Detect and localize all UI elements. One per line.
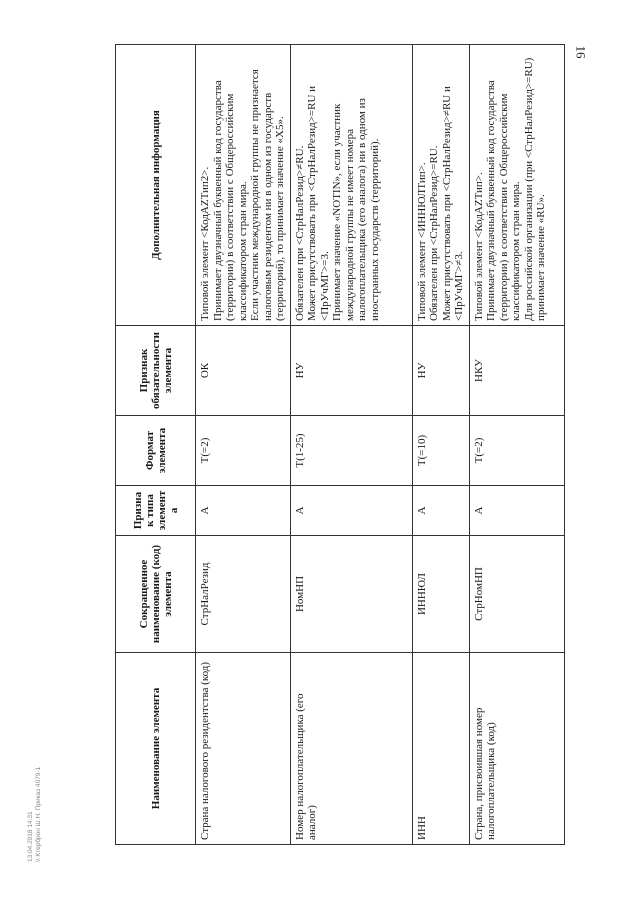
page-number: 16 [573,45,589,59]
header-name: Наименование элемента [116,653,196,845]
cell-code: ИННЮЛ [412,536,469,653]
cell-type: А [469,486,564,536]
cell-type: А [290,486,412,536]
info-line: Обязателен при <СтрНалРезид>≠RU. [293,145,306,321]
table-row [469,45,564,845]
cell-type: А [412,486,469,536]
cell-code: НомНП [290,536,412,653]
info-line: Может присутствовать при <СтрНалРезид>=RU и <ПрУчМГ>=3. [306,85,331,321]
header-type: Признак типа элемента [116,486,196,536]
info-line: Принимает двузначный буквенный код государства (территории) в соответствии с Общероссийским классификатором стран мира. [485,80,522,321]
cell-required: НУ [290,326,412,416]
info-line: Типовой элемент <ИННЮЛТип>. [415,162,428,321]
info-line: Обязателен при <СтрНалРезид>=RU. [428,145,440,321]
cell-name: Страна налогового резидентства (код) [196,653,291,845]
elements-table [115,44,565,845]
cell-required: ОК [196,326,291,416]
info-line: Типовой элемент <КодАZТип>. [472,172,485,321]
table-header-row [116,45,196,845]
header-required: Признак обязательности элемента [116,326,196,416]
footer-line-date: 13.04.2018 14:31 [27,811,34,862]
cell-info [290,45,412,326]
info-line: Если участник международной группы не признается налоговым резидентом ни в одном из государств (территорий), то принимает значение «X5». [249,69,286,321]
cell-info [469,45,564,326]
header-format: Формат элемента [116,416,196,486]
cell-info [196,45,291,326]
cell-name: Номер налогоплательщика (его аналог) [290,653,412,845]
cell-format: T(1-25) [290,416,412,486]
cell-required: НКУ [469,326,564,416]
cell-format: T(=10) [412,416,469,486]
info-line: Для российской организации (при <СтрНалРезид>=RU) принимает значение «RU». [522,57,547,321]
cell-name: ИНН [412,653,469,845]
table-row [412,45,469,845]
footer-line-path: \\ Ктерброн Ш.Н. Приказ 4079-1 [35,766,42,862]
cell-code: СтрНалРезид [196,536,291,653]
header-code: Сокращенное наименование (код) элемента [116,536,196,653]
table-row [196,45,291,845]
cell-code: СтрНомНП [469,536,564,653]
header-info: Дополнительная информация [116,45,196,326]
info-line: Принимает двузначный буквенный код государства (территории) в соответствии с Общероссийским классификатором стран мира. [211,80,249,321]
footer-stamp [27,622,49,862]
rotated-table-container [115,45,560,845]
table-row [290,45,412,845]
cell-info [412,45,469,326]
info-line: Может присутствовать при <СтрНалРезид>≠RU и <ПрУчМГ>≠3. [440,86,465,321]
cell-format: T(=2) [469,416,564,486]
cell-format: T(=2) [196,416,291,486]
cell-type: А [196,486,291,536]
cell-name: Страна, присвоившая номер налогоплательщика (код) [469,653,564,845]
info-line: Принимает значение «NOTIN», если участник международной группы не имеет номера налогоплательщика (его аналога) ни в одном из иностранных государств (территорий). [331,98,381,321]
cell-required: НУ [412,326,469,416]
info-line: Типовой элемент <КодАZТип2>. [199,166,211,321]
